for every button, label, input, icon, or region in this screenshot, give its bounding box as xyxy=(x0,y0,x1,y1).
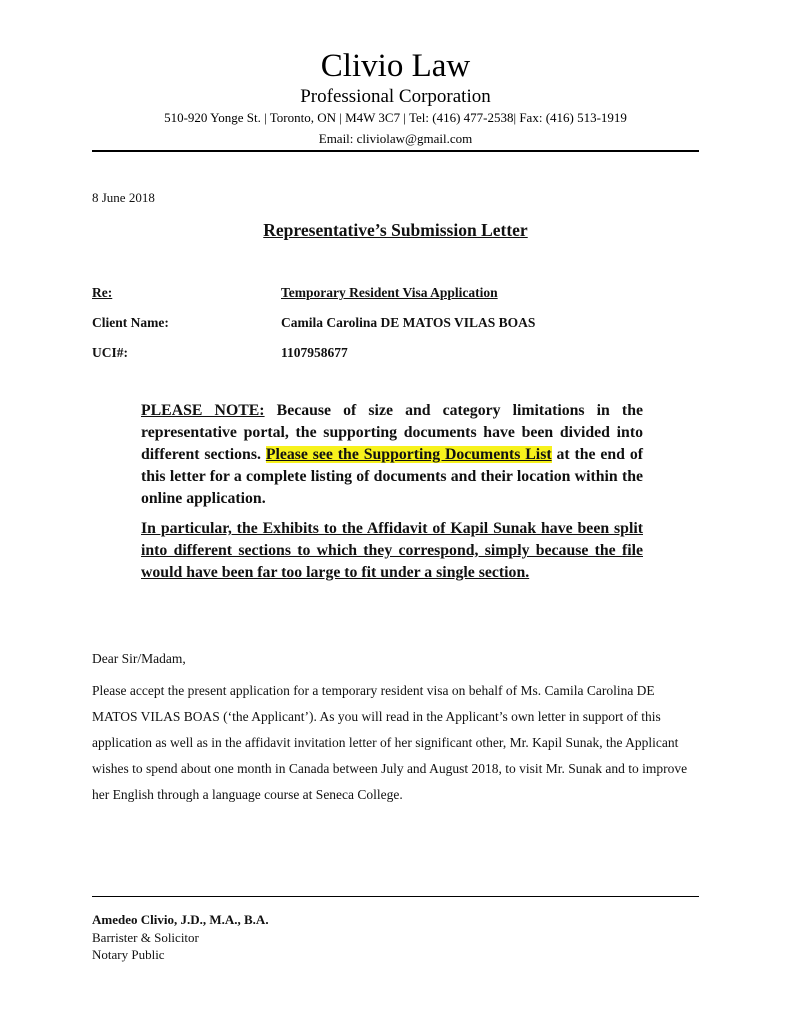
uci-value: 1107958677 xyxy=(281,345,348,360)
re-value: Temporary Resident Visa Application xyxy=(281,285,498,300)
re-row xyxy=(92,284,712,302)
uci-row xyxy=(92,344,712,362)
uci-label: UCI#: xyxy=(92,345,128,360)
notice-paragraph-1 xyxy=(141,400,643,510)
footer-divider xyxy=(92,896,699,897)
firm-subtitle: Professional Corporation xyxy=(300,86,491,107)
salutation: Dear Sir/Madam, xyxy=(92,651,186,666)
letter-date: 8 June 2018 xyxy=(92,190,155,205)
signatory-name: Amedeo Clivio, J.D., M.A., B.A. xyxy=(92,912,269,927)
notice-text-1: Because of size and category limitations in the representative portal, the supporting documents have been divided into different sections. xyxy=(141,402,643,463)
notice-box xyxy=(141,400,643,584)
firm-address: 510-920 Yonge St. | Toronto, ON | M4W 3C7 | Tel: (416) 477-2538| Fax: (416) 513-1919 xyxy=(164,110,627,125)
firm-name: Clivio Law xyxy=(320,48,471,84)
header-divider xyxy=(92,150,699,152)
firm-email: Email: cliviolaw@gmail.com xyxy=(318,131,473,146)
letter-title: Representative’s Submission Letter xyxy=(263,220,528,240)
notice-heading: PLEASE NOTE: xyxy=(141,402,265,419)
client-name-row xyxy=(92,314,712,332)
client-name-value: Camila Carolina DE MATOS VILAS BOAS xyxy=(281,315,536,330)
client-name-label: Client Name: xyxy=(92,315,169,330)
notice-paragraph-2: In particular, the Exhibits to the Affidavit of Kapil Sunak have been split into different sections to which they correspond, simply because the file would have been far too large to fit under a single section. xyxy=(141,520,643,581)
notice-text-2: at the end of this letter for a complete listing of documents and their location within the online application. xyxy=(141,446,643,507)
signatory-title: Barrister & Solicitor xyxy=(92,930,199,945)
body-text xyxy=(92,678,700,808)
re-label: Re: xyxy=(92,285,113,300)
signatory-credential: Notary Public xyxy=(92,947,165,962)
supporting-documents-highlight: Please see the Supporting Documents List xyxy=(265,446,552,463)
body-paragraph: Please accept the present application for a temporary resident visa on behalf of Ms. Camila Carolina DE MATOS VILAS BOAS (‘the Applicant’). As you will read in the Applicant’s own letter in support of this application as well as in the affidavit invitation letter of her significant other, Mr. Kapil Sunak, the Applicant wishes to spend about one month in Canada between July and August 2018, to visit Mr. Sunak and to improve her English through a language course at Seneca College. xyxy=(92,683,688,802)
